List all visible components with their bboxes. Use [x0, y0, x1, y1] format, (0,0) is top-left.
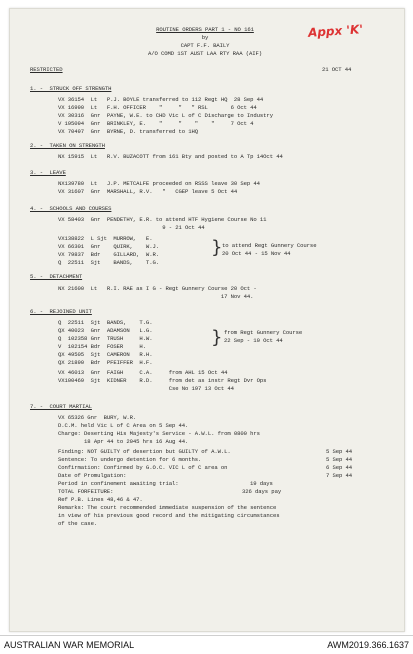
order-line: Ref P.B. Lines 48,46 & 47. — [58, 496, 143, 503]
order-line: TOTAL FORFEITURE: — [58, 488, 114, 495]
order-line: QX 49505 Sjt CAMERON R.H. — [58, 351, 153, 358]
order-line: VX 79837 Bdr GILLARD, W.R. — [58, 251, 159, 258]
order-line: VX 31607 Gnr MARSHALL, R.V. " CGEP leave 5 Oct 44 — [58, 188, 238, 195]
order-line: Period in confinement awaiting trial: — [58, 480, 179, 487]
order-line: 18 Apr 44 to 2045 hrs 16 Aug 44. — [58, 438, 189, 445]
order-line: Date of Promulgation: — [58, 472, 127, 479]
order-line: Q 22511 Sjt BANDS, T.G. — [58, 319, 153, 326]
order-line: Q 102358 Gnr TRUSH H.W. — [58, 335, 153, 342]
doc-officer: CAPT F.F. BAILY — [180, 42, 230, 49]
footer-source: AUSTRALIAN WAR MEMORIAL — [4, 640, 135, 650]
section-heading: 4. - SCHOOLS AND COURSES — [30, 205, 112, 212]
order-line: to attend Regt Gunnery Course — [222, 242, 317, 249]
order-line: from Regt Gunnery Course — [224, 329, 303, 336]
order-line: VX 58403 Gnr PENDETHY, E.R. to attend HTF Hygiene Course No 11 — [58, 216, 267, 223]
order-line: Confirmation: Confirmed by G.O.C. VIC L of C area on — [58, 464, 228, 471]
section-heading: 3. - LEAVE — [30, 169, 66, 176]
section-heading: 2. - TAKEN ON STRENGTH — [30, 142, 105, 149]
order-line: VX 16990 Lt F.H. OFFICER " " " RSL 6 Oct 44 — [58, 104, 257, 111]
date-value: 5 Sep 44 — [326, 456, 353, 463]
date-value: 6 Sep 44 — [326, 464, 353, 471]
order-line: VX138822 L Sjt MURROW, E. — [58, 235, 153, 242]
order-line: 20 Oct 44 - 15 Nov 44 — [222, 250, 291, 257]
order-line: VX 65326 Gnr BURY, W.R. — [58, 414, 137, 421]
doc-unit: A/O COMD 1ST AUST LAA RTY RAA (AIF) — [148, 50, 262, 57]
section-heading: 7. - COURT MARTIAL — [30, 403, 92, 410]
order-line: VX 70497 Gnr BYRNE, D. transferred to 1HQ — [58, 128, 199, 135]
order-line: Finding: NOT GUILTY of desertion but GUILTY of A.W.L. — [58, 448, 231, 455]
doc-date: 21 OCT 44 — [322, 66, 352, 73]
doc-title: ROUTINE ORDERS PART 1 - NO 161 — [156, 26, 254, 33]
order-line: in view of his previous good record and the mitigating circumstances — [58, 512, 280, 519]
brace: } — [211, 237, 223, 258]
section-heading: 1. - STRUCK OFF STRENGTH — [30, 85, 112, 92]
order-line: NX139780 Lt J.P. METCALFE proceeded on RSSS leave 30 Sep 44 — [58, 180, 260, 187]
restricted-label: RESTRICTED — [30, 66, 63, 73]
order-line: 22 Sep - 10 Oct 44 — [224, 337, 283, 344]
date-value: 7 Sep 44 — [326, 472, 353, 479]
order-line: QX 40023 Gnr ADAMSON L.G. — [58, 327, 153, 334]
confinement-value: 19 days — [250, 480, 273, 487]
order-line: Sentence: To undergo detention for 6 months. — [58, 456, 202, 463]
order-line: Q 22511 Sjt BANDS, T.G. — [58, 259, 159, 266]
order-line: VX 36154 Lt P.J. BOYLE transferred to 112 Regt HQ 28 Sep 44 — [58, 96, 264, 103]
order-line: D.C.M. held Vic L of C Area on 5 Sep 44. — [58, 422, 189, 429]
section-heading: 5. - DETACHMENT — [30, 273, 83, 280]
order-line: Charge: Deserting His Majesty's Service - A.W.L. from 0800 hrs — [58, 430, 260, 437]
order-line: 9 - 21 Oct 44 — [58, 224, 205, 231]
order-line: VX 66301 Gnr QUIRK, W.J. — [58, 243, 159, 250]
order-line: VX 30316 Gnr PAYNE, W.E. to CHD Vic L of C Discharge to Industry — [58, 112, 273, 119]
order-line: V 102154 Bdr FOSER H. — [58, 343, 146, 350]
footer-accession: AWM2019.366.1637 — [327, 640, 409, 650]
order-line: Remarks: The court recommended immediate suspension of the sentence — [58, 504, 277, 511]
date-value: 5 Sep 44 — [326, 448, 353, 455]
order-line: NX 21600 Lt R.I. RAE as I G - Regt Gunnery Course 20 Oct - — [58, 285, 257, 292]
order-line: VX100469 Sjt KIDNER R.D. from det as instr Regt Dvr Ops — [58, 377, 267, 384]
footer-bar — [0, 635, 413, 654]
order-line: VX 46013 Gnr FAIGH C.A. from AHL 15 Oct 44 — [58, 369, 228, 376]
brace: } — [211, 327, 223, 348]
order-line: Cse No 197 13 Oct 44 — [58, 385, 234, 392]
doc-by: by — [201, 34, 209, 41]
forfeiture-value: 326 days pay — [242, 488, 282, 495]
order-line: NX 15915 Lt R.V. BUZACOTT from 161 Bty and posted to A Tp 14Oct 44 — [58, 153, 283, 160]
order-line: of the case. — [58, 520, 98, 527]
handwritten-annotation: Appx 'K' — [307, 22, 364, 40]
order-line: QX 21890 Bdr PFEIFFER H.F. — [58, 359, 153, 366]
order-line: 17 Nov 44. — [58, 293, 254, 300]
section-heading: 6. - REJOINED UNIT — [30, 308, 92, 315]
order-line: V 195094 Gnr BRINKLEY, E. " " " " 7 Oct 4 — [58, 120, 254, 127]
